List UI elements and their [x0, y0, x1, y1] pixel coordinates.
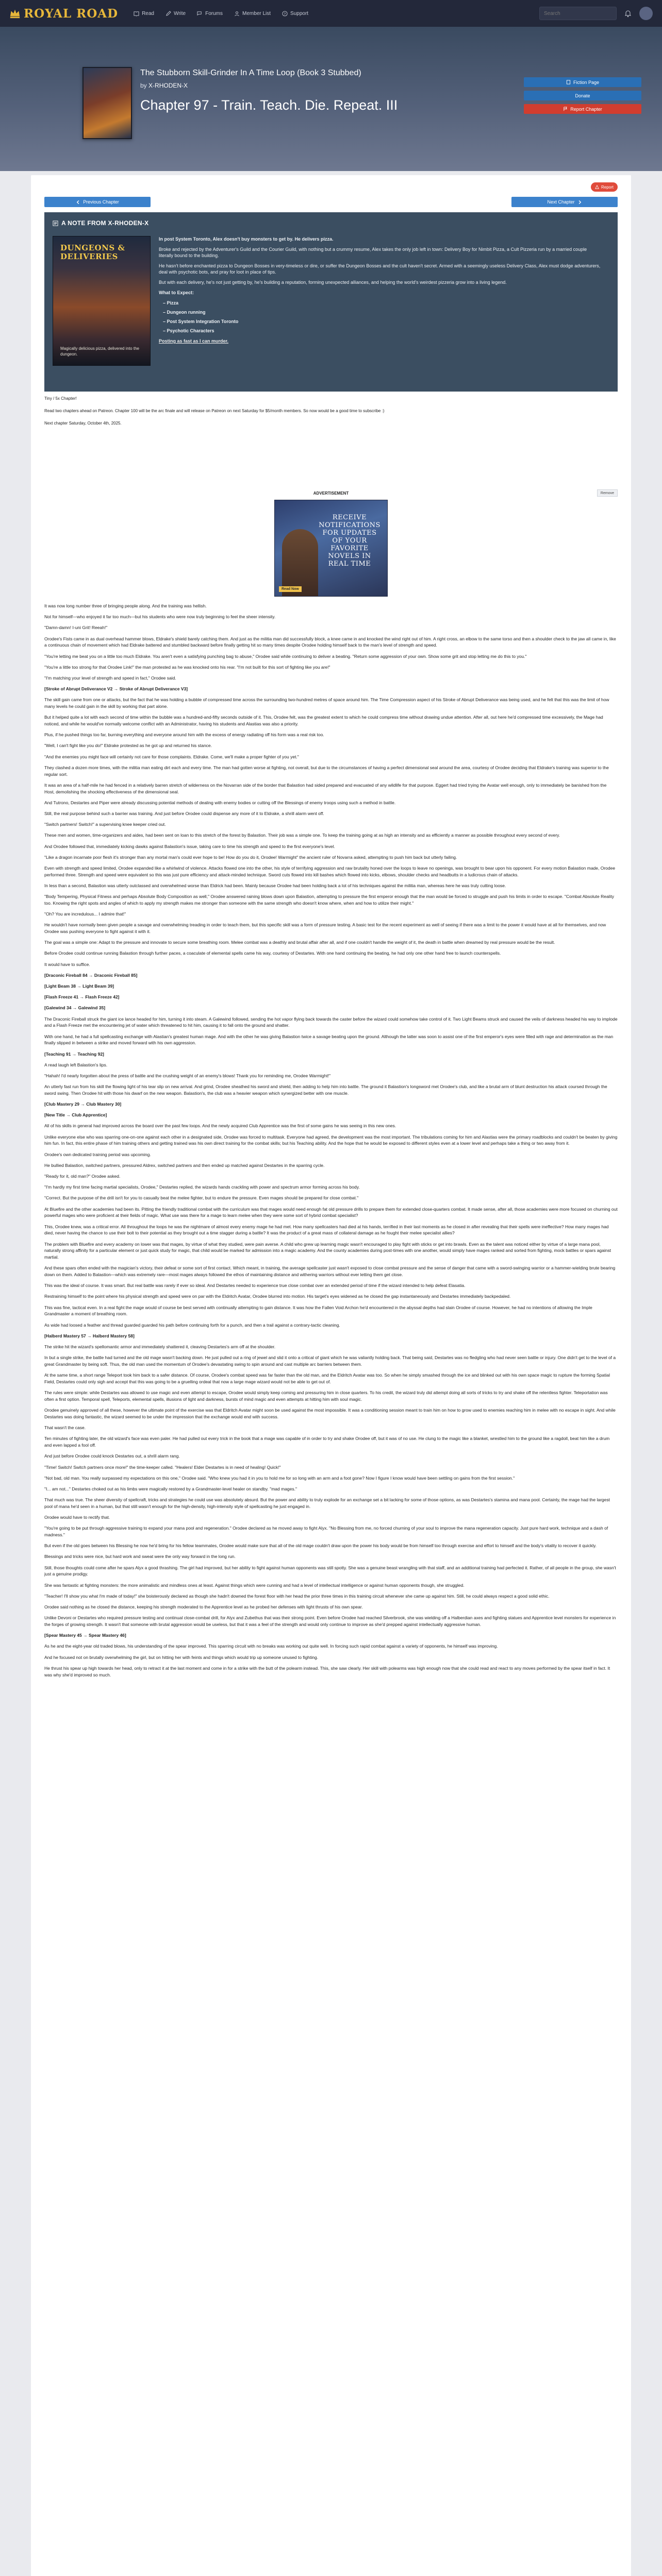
story-paragraph: Ten minutes of fighting later, the old wizard's face was even paler. He had pulled out every trick in the book that a mage was capable of in order to try and shake Orodee off, but it was of no use. He clung to the magic like a blanket, wrestled him to the ground like a ragdoll, beat him like a drum and even lapped a fool off. — [44, 1436, 610, 1448]
logo-text: ROYAL ROAD — [24, 6, 119, 21]
donate-button[interactable] — [524, 91, 641, 100]
book-icon — [134, 11, 139, 16]
story-paragraph: This was the ideal of course. It was smart. But real battle was rarely if ever so ideal. And Destartes needed to experience true close combat over an extended period of time if the wizard intended to help defeat Elasatia. — [44, 1283, 466, 1289]
author-note-title: A NOTE FROM X-RHODEN-X — [61, 219, 149, 227]
flag-icon — [563, 107, 568, 111]
ad-text: RECEIVE NOTIFICATIONS FOR UPDATES OF YOUR FAVORITE NOVELS IN REAL TIME — [319, 514, 380, 568]
story-paragraph: In but a single strike, the battle had turned and the old mage wasn't backing down. He just pulled out a ring of jewel and slid it onto a critical of giant which he was valiantly holding back. That being said, Destartes was no fledgling who had never seen battle or injury. One didn't get to the level of a great Grandmaster by being soft. Thus, the old man used the momentum of Orodee's devastating swing to spin around and cast multiple arc barriers between them. — [44, 1355, 616, 1367]
question-icon — [282, 11, 288, 16]
nav-write[interactable] — [166, 11, 186, 16]
author-note-body — [53, 236, 609, 366]
sticky-note-icon — [53, 221, 58, 226]
chapter-content — [31, 175, 631, 2576]
story-paragraph: That wasn't the case. — [44, 1425, 86, 1431]
nav-read-label: Read — [142, 10, 154, 16]
story-paragraph: "You're letting me beat you on a little too much Eldrake. You aren't even a satisfying punching bag to abuse," Orodee said while continuing to deliver a beating. "Return some aggression of your own. Show some grit and stop letting me do this to you." — [44, 653, 527, 659]
author-note — [44, 212, 618, 392]
report-label: Report — [601, 184, 614, 190]
title-block — [140, 68, 429, 113]
story-paragraph: Before Orodee could continue running Balastion through further paces, a coaculate of elemental spells came his way, courtesy of Destartes. With one hand continuing the beating, he had only one other hand free to launch counterspells. — [44, 951, 501, 956]
previous-chapter-label: Previous Chapter — [83, 199, 119, 205]
crown-icon — [9, 8, 21, 19]
story-paragraph: "Hahah! I'd nearly forgotten about the press of battle and the crushing weight of an enemy's blows! Thank you for reminding me, Orodee Warmight!" — [44, 1073, 330, 1078]
skill-notification: [Galewind 34 → Galewind 35] — [44, 1005, 106, 1011]
after-note-line: Next chapter Saturday, October 4th, 2025. — [44, 421, 122, 426]
site-logo[interactable] — [9, 7, 118, 21]
fiction-page-label: Fiction Page — [573, 79, 600, 85]
avatar[interactable] — [639, 7, 653, 20]
list-item: – Psychotic Characters — [159, 328, 602, 334]
story-paragraph: Orodee's Fists came in as dual overhead hammer blows, Eldrake's shield barely catching them. And just as the militia man did successfully block, a knee came in and knocked the wind right out of him. A right cross, an elbow to the same torso and then a shoulder check to the jaw all came in, like a continuous chain of movement which had Eldrake battered and stumbled backward before finally getting hit so many times despite Orodee holding himself back to the man's level of strength and speed. — [44, 636, 616, 648]
story-paragraph: And just before Orodee could knock Destartes out, a shrill alarm rang. — [44, 1453, 180, 1459]
story-paragraph: "You're a little too strong for that Orodee Link!" the man protested as he was knocked onto his rear. "I'm not built for this sort of fighting like you are!" — [44, 664, 330, 670]
story-paragraph: "Body Tempering, Physical Fitness and perhaps Absolute Body Composition as well," Orodee answered raining blows down upon Balastion, attempting to pressure the first emperor enough that the man would be forced to struggle and push his limits in order to escape. "Combat Absolute Reality too. Knowing the right spots and angles of which to apply my strength makes me stronger than someone with the same strength who doesn't know where, when and how to utilize their might." — [44, 894, 615, 906]
author-note-header — [53, 219, 609, 227]
story-paragraph: It was now long number three of bringing people along. And the training was hellish. — [44, 603, 207, 608]
header-buttons — [524, 77, 641, 117]
story-paragraph: He wouldn't have normally been given people a savage and overwhelming treading in order to teach them, but this specific skill was a form of pressure testing. A basic test for the recent experiment as well of seeing if there was a limit to the power it would have at all for themselves, and now Orodee was pushing everyone to fight against it with it. — [44, 922, 606, 935]
skill-notification: [New Title → Club Apprentice] — [44, 1112, 107, 1118]
skill-notification: [Flash Freeze 41 → Flash Freeze 42] — [44, 994, 120, 1000]
story-paragraph: Unlike everyone else who was sparring one-on-one against each other in a designated side, Orodee was forced to multitask. Everyone had agreed, the development was the most important. The tribulations coming for him and Alastias were the primary roadblocks and couldn't be beaten by giving him fun. In fact, this entire phase of him training others and getting trained was his own direct training for the combat skills; but his Teaching ability. And the hope that he would be exposed to different styles even at a lower level and perhaps take a thing or two away from it. — [44, 1134, 618, 1146]
author-link[interactable]: X-RHODEN-X — [148, 82, 188, 89]
story-paragraph: "Teacher! I'll show you what I'm made of today!" she boisterously declared as though she hadn't downed the forest floor with her head the prior three times in this training circuit whenever she came up against him. Still, he could always respect a good solid ethic. — [44, 1593, 550, 1599]
author-line — [140, 82, 429, 89]
note-paragraph: In post System Toronto, Alex doesn't buy monsters to get by. He delivers pizza. — [159, 236, 334, 242]
report-chapter-label: Report Chapter — [570, 106, 602, 112]
warning-icon — [595, 185, 599, 189]
skill-notification: [Spear Mastery 45 → Spear Mastery 46] — [44, 1633, 126, 1638]
story-paragraph: The goal was a simple one: Adapt to the pressure and innovate to secure some breathing room. Melee combat was a deathly and brutal affair after all, and if one couldn't handle the weight of it, the death in battle when dreamed by real pressure would be the result. — [44, 940, 555, 945]
advertisement-label: ADVERTISEMENT — [313, 490, 349, 496]
story-paragraph: Orodee's own dedicated training period was upcoming. — [44, 1151, 151, 1157]
remove-ad-button[interactable] — [597, 489, 618, 497]
story-paragraph: Orodee would have to rectify that. — [44, 1515, 110, 1520]
advertisement-banner[interactable] — [274, 500, 388, 597]
story-paragraph: This, Orodee knew, was a critical error. All throughout the loops he was the nightmare of almost every enemy mage he had met. How many spellcasters had died at his hands, terrified in their last moments as he closed in after revealing that their spells were ineffective? How many mages had died, never having the chance to use their bolt to their potential as they brought out a time stagger during a battle? It was the product of a great mass of collateral damage as he fought their melee specialist allies? — [44, 1224, 609, 1236]
skill-notification: [Draconic Fireball 84 → Draconic Fireball 85] — [44, 972, 138, 978]
nav-write-label: Write — [173, 10, 186, 16]
story-paragraph: They clashed a dozen more times, with the militia man eating dirt each and every time. The man had gotten worse at fighting, not overall, but due to the circumstances of having a perfect dimensional seal around the area, courtesy of Orodee deciding that Eldrake's training was superior to the regular sort. — [44, 765, 609, 777]
story-paragraph: These men and women, time-organizers and aides, had been sent on loan to this stretch of the forest by Balastion. Their job was a simple one. To keep the training going at as high an intensity and as efficiently a manner as possible throughout every second of every. — [44, 833, 560, 838]
story-paragraph: And Orodee followed that, immediately kicking dawks against Balastion's issue, taking care to time his strength and speed to the first everyone's level. — [44, 843, 335, 849]
story-paragraph: Still, those thoughts could come after he spars Alyx a good thrashing. The girl had improved, but her ability to fight against human opponents was still spotty. She was a genuine beast wrangling with that staff, and an additional training had perfected it. Rather, of all people in the group, she wasn't just a genuine prodigy. — [44, 1565, 616, 1577]
remove-ad-label: Remove — [600, 491, 614, 495]
skill-notification: [Club Mastery 29 → Club Mastery 30] — [44, 1101, 122, 1107]
story-paragraph: The strike hit the wizard's spellomantic armor and immediately shattered it, cleaving Destartes's arm off at the shoulder. — [44, 1344, 276, 1350]
story-paragraph: But it helped quite a lot with each second of time within the bubble was a hundred-and-fifty seconds outside of it. This, Orodee felt, was the greatest extent to which he could compress time without drawing undue attention. After all, out here he'd compressed time excessively, the Mage had noticed, and while he would've normally welcome conflict with an Administrator, having his students and Alastias was also a priority. — [44, 715, 603, 727]
note-paragraph: Broke and rejected by the Adventurer's Guild and the Courier Guild, with nothing but a crummy resume, Alex takes the only job left in town: Delivery Boy for Nimbit Pizza, a Cult Pizzeria run by a married couple literally bound to the building. — [159, 247, 587, 258]
story-paragraph: "Like a dragon incarnate poor flesh it's stronger than any mortal man's could ever hope to be! How do you do it, Orodee! Warmight" the ancient ruler of Novarra asked, attempting to push him back but utterly failing. — [44, 854, 457, 860]
note-expect-heading: What to Expect: — [159, 290, 194, 295]
story-paragraph: He thrust his spear up high towards her head, only to retract it at the last moment and come in for a strike with the butt of the polearm instead. This, she saw clearly. Her skill with polearms was high enough now that she could read and react to any moves performed by the spear itself in fact. It was why she'd improved so much. — [44, 1665, 610, 1677]
svg-text:?: ? — [284, 11, 286, 16]
story-paragraph: At the same time, a short range Teleport took him back to a safer distance. Of course, Orodee's combat speed was far faster than the old man, and the Eldritch Avatar was too. So when he simply smashed through the ice and blinked out with his own space magic to rupture the forming Spatial Field, Destartes could only sigh and accept that this was going to be a gruelling ordeal that now a large mage wizard would not be able to get out of. — [44, 1372, 610, 1384]
report-button[interactable] — [591, 182, 618, 192]
chapter-title: Chapter 97 - Train. Teach. Die. Repeat. III — [140, 97, 398, 113]
pen-icon — [166, 11, 171, 16]
next-chapter-label: Next Chapter — [547, 199, 575, 205]
story-paragraph: Plus, if he pushed things too far, burning everything and everyone around him with the excess of energy radiating off his form was a real risk too. — [44, 732, 324, 738]
users-icon — [234, 11, 240, 16]
story-paragraph: All of his skills in general had improved across the board over the past few loops. And the newly acquired Club Apprentice was the first of some gains he was seeing in this new ones. — [44, 1123, 396, 1129]
story-paragraph: But even if the old goes between his Blessing he now he'd bring for his fellow teammates, Orodee would make sure that all of the old mage couldn't draw upon the power his body would be from himself too through exercise and effort to himself and the body's vitality to recover it quickly. — [44, 1543, 597, 1549]
note-link[interactable]: Posting as fast as I can murder. — [159, 338, 229, 344]
advertisement-bar — [44, 489, 618, 497]
nav-forums-label: Forums — [205, 10, 223, 16]
ad-cta: Read Now — [279, 586, 302, 592]
story-paragraph: This was fine, tactical even. In a real fight the mage would of course be best served with continually attempting to gain distance. It was how the Fallen Void Archon he'd encountered in the abyssal depths had slain Orodee of course. However, he had no intentions of allowing the Imple Grandmaster a moment of breathing room. — [44, 1304, 592, 1317]
search-input[interactable] — [539, 7, 617, 20]
story-paragraph: Still, the real purpose behind such a barrier was training. And just before Orodee could dispense any more of it to Eldrake, a shrill alarm went off. — [44, 810, 324, 816]
story-paragraph: And these spars often ended with the magician's victory, their defeat or some sort of first contact. Which meant, in training, the average spellcaster just wasn't exposed to close combat pressure and the sense of danger that came with a sword-swinging warrior or a hammer-wielding brute bearing down on them. Added to Balastion—which was extremely rare—most mages always followed the ethos of maintaining distance and withering warriors without ever letting them get close. — [44, 1265, 616, 1278]
story-paragraph: As wide had loosed a feather and thread guarded guarded his path before continuing forth for a punch, and then a trail against a contrary-tactic cleaning. — [44, 1322, 340, 1328]
chevron-left-icon — [76, 200, 80, 205]
promo-subtitle: Magically delicious pizza, delivered into the dungeon. — [60, 346, 139, 357]
promo-cover-image[interactable] — [53, 236, 151, 366]
story-paragraph: Unlike Devoni or Destartes who required pressure testing and continual close-combat drill, for Alyx and Zubethus that was their strong point. Even before Orodee had reached Silverbrook, she was wielding off a Halberdian axes and fighting statues and Apprentice level monsters for experience in the forges of growing strength. It wasn't that someone with brutal aggression would be useless, but that it was a feel of the strength and would only continue to improve as she'd prepped against intellectually aggressive human. — [44, 1615, 616, 1627]
story-paragraph: It was an area of a half-mile he had fenced in a relatively barren stretch of wilderness on the Novarran side of the border that Balastion had sided prepared and evacuated of any wildlife for that purpose. Eggert had tried trying the Avatar well enough, only to immediately be banished from the Host, demolishing the shocking effectiveness of the dimensional seal. — [44, 782, 607, 794]
story-paragraph: The Draconic Fireball struck the giant ice lance headed for him, turning it into steam. A Galewind followed, sending the hot vapor flying back towards the caster before the wizard could somehow take control of it. Two Light Beams struck and caused the veils of darkness headed his way to implode and a Flash Freeze met the encountering jet of water which threatened to hit him, causing it to fall onto the ground and shatter. — [44, 1016, 618, 1028]
story-paragraph: Even with strength and speed limited, Orodee expanded like a whirlwind of violence. Attacks flowed one into the other, his style of terrifying aggression and raw brutality honed over the loops to leave no openings, was brought to bear upon his opponent. For every motion Balastion made, Orodee performed three. Strength and speed were equivalent so this was just pure efficiency and attack-minded technique. Sword cuts flowed into kill bashes which flowed into kicks, elbows, shoulder checks and headbutts in a ludicrous chain of attacks. — [44, 865, 616, 877]
story-paragraph: She was fantastic at fighting monsters: the more animalistic and mindless ones at least. Against things which were cunning and had a level of intellectual intelligence or against human opponents though, she struggled. — [44, 1582, 465, 1588]
chapter-text — [44, 603, 618, 1683]
note-paragraph: But with each delivery, he's not just getting by, he's building a reputation, forming unexpected alliances, and helping the world's weirdest pizzeria grow into a living legend. — [159, 280, 507, 285]
bell-icon[interactable] — [624, 9, 632, 18]
skill-notification: [Halberd Mastery 57 → Halberd Mastery 58] — [44, 1333, 135, 1338]
list-item: – Post System Integration Toronto — [159, 318, 602, 325]
story-paragraph: "Switch partners! Switch!" a supervising knee keeper cried out. — [44, 822, 166, 827]
author-note-text — [159, 236, 602, 366]
story-paragraph: "I'm matching your level of strength and speed in fact," Orodee said. — [44, 675, 176, 681]
after-note-line: Read two chapters ahead on Patreon. Chapter 100 will be the arc finale and will release on Patreon on next Saturday for $5/month members. So now would be a good time to subscribe :) — [44, 409, 385, 413]
story-paragraph: And he focused not on brutally overwhelming the girl, but on hitting her with feints and things which would trip up someone unused to fighting. — [44, 1654, 319, 1660]
next-chapter-button[interactable] — [511, 197, 618, 207]
previous-chapter-button[interactable] — [44, 197, 151, 207]
nav-member-list-label: Member List — [242, 10, 271, 16]
story-paragraph: The skill gain came from one or attacks, but the fact that he was holding a bubble of compressed time across the surrounding two-hundred metres of space around him. The Time Compression aspect of his Stroke of Abrupt Deliverance was being used, and he felt that this was the limit of how many levels he could gain in the skill by working that part alone. — [44, 697, 609, 709]
list-item: – Dungeon running — [159, 309, 602, 315]
story-paragraph: "Time! Switch! Switch partners once more!" the time-keeper called. "Healers! Elder Destartes is in need of healing! Quick!" — [44, 1464, 281, 1470]
nav-forums[interactable] — [197, 11, 223, 16]
author-prefix: by — [140, 82, 147, 89]
nav-read[interactable] — [134, 11, 154, 16]
story-paragraph: The problem with Bluefire and every academy on lower was that mages, by virtue of what they studied, were pain averse. A child who grew up learning magic wasn't encouraged to play fight with sticks or get into brawls. Even as the talent was noticed either by virtue of a large mana pool, naturally strong affinity for a particular element or just quick study for magic, that child would be marked for admission into a magic academy. And the county academies during post-times with one another, would simply have mages ranked and sorted from fighting, mock battles or spars against martial. — [44, 1241, 611, 1260]
list-item: – Pizza — [159, 300, 602, 306]
story-paragraph: It would have to suffice. — [44, 961, 90, 967]
story-paragraph: Orodee genuinely approved of all these, however the ultimate point of the exercise was that Eldritch Avatar might soon be used against the most impossible. It was a conditioning session meant to train him on how to grow used to enemies reaching him in melee with no escape in sight. And while Destartes was doing fantastic, the wizard seemed to be under the impression that the exchange would end with success. — [44, 1408, 616, 1419]
story-paragraph: At Bluefire and the other academies had been its. Pitting the friendly traditional combat with the curriculum was that mages would need enough fat old pressure drills to prepare them for extended close-quarters combat. It made sense, after all, those academies were more focused on churning out powerful mages who were proficient at their fields of magic. What use was there for a mage to learn melee when they were some sort of hybrid combat specialist? — [44, 1206, 618, 1218]
note-expect-list — [159, 300, 602, 334]
story-paragraph: Restraining himself to the point where his physical strength and speed were on par with the Eldritch Avatar, Orodee blurred into motion. His target's eyes widened as he closed the gap instantaneously and Destartes immediately backpedaled. — [44, 1294, 511, 1299]
promo-title: DUNGEONS & DELIVERIES — [60, 243, 125, 261]
story-paragraph: Blessings and tricks were nice, but hard work and sweat were the only way forward in the long run. — [44, 1554, 236, 1560]
story-paragraph: A read laugh left Balastion's lips. — [44, 1062, 108, 1067]
story-paragraph: In less than a second, Balastion was utterly outclassed and overwhelmed worse than Eldrick had been. Mainly because Orodee had been holding back a lot of his techniques against the militia man, whereas here he was truly cutting loose. — [44, 883, 506, 888]
skill-notification: [Stroke of Abrupt Deliverance V2 → Stroke of Abrupt Deliverance V3] — [44, 686, 188, 692]
comments-icon — [197, 11, 203, 16]
chapter-nav-top — [44, 197, 618, 207]
story-paragraph: He bullied Balastion, switched partners, pressured Aldrex, switched partners and then ended up matched against Destartes in the sparring cycle. — [44, 1162, 325, 1168]
after-note-line: Tiny / 5x Chapter! — [44, 396, 77, 401]
story-paragraph: "I'm hardly my first time facing martial specialists, Orodee," Destartes replied, the wizards hands crackling with power and spectrum armor forming across his body. — [44, 1184, 360, 1190]
story-paragraph: That much was true. The sheer diversity of spellcraft, tricks and strategies he could use was absolutely absurd. But the power and ability to truly explode for an exchange set a bit lacking for some of those options, as was Destartes's stamina and mana pool. Certainly, the mage had the largest pool of mana he'd seen in a human, but that still wasn't enough for the high-density, high-intensity style of spellcasting he just engaged in. — [44, 1497, 610, 1509]
story-paragraph: "Not bad, old man. You really surpassed my expectations on this one," Orodee said. "Who knew you had it in you to hold me for so long with an arm and a foot gone? Now I figure I know would have been settling on gains from the first session." — [44, 1475, 515, 1481]
story-paragraph: With one hand, he had a full spellcasting exchange with Alastian's greatest human mage. And with the other he was giving Balastion twice a savage beating upon the ground. Although the latter was soon to assist one of the first emperor's eyes were filled with rage and determination as the man finally slipped in between a strike and moved forward with his own aggression. — [44, 1033, 614, 1046]
top-nav — [0, 0, 662, 27]
story-paragraph: "Ready for it, old man?" Orodee asked. — [44, 1174, 121, 1179]
skill-notification: [Light Beam 38 → Light Beam 39] — [44, 984, 114, 989]
fiction-page-button[interactable] — [524, 77, 641, 87]
nav-right — [539, 7, 653, 20]
chevron-right-icon — [577, 200, 582, 205]
nav-member-list[interactable] — [234, 11, 271, 16]
story-paragraph: As he and the eight-year old traded blows, his understanding of the spear improved. This sparring circuit with no breaks was working out quite well. In forcing such rapid combat against a variety of opponents, he himself was improving. — [44, 1643, 498, 1649]
story-paragraph: And Tutrono, Destartes and Piper were already discussing potential methods of dealing with enemy bodies or cutting off the Blessings of enemy troops using such a method in battle. — [44, 800, 396, 805]
story-paragraph: The rules were simple: while Destartes was allowed to use magic and even attempt to escape, Orodee would simply keep coming and pressuring him in close quarters. To his credit, the wizard truly did attempt doing all sorts of tricks to try and shake off the relentless fighter. Teleportation was often a first option. Temporal spell, Teleports, elemental spells, illusions of light and darkness, bursts of mind magic and even attempts at hitting him with soul magic. — [44, 1390, 608, 1402]
story-paragraph: Orodee said nothing as he closed the distance, keeping his strength moderated to the Apprentice level as he probed her defenses with light thrusts of his own spear. — [44, 1604, 363, 1609]
story-paragraph: "Well, I can't fight like you do!" Eldrake protested as he got up and returned his stance. — [44, 743, 212, 749]
story-paragraph: Not for himself—who enjoyed it far too much—but his students who were now truly beginning to feel the sheer intensity. — [44, 614, 276, 620]
story-paragraph: "And the enemies you might face will certainly not care for those complaints. Eldrake. Come, we'll make a proper fighter of you yet." — [44, 754, 299, 759]
donate-label: Donate — [575, 93, 590, 98]
book-title[interactable]: The Stubborn Skill-Grinder In A Time Loop (Book 3 Stubbed) — [140, 69, 361, 77]
nav-support[interactable] — [282, 11, 308, 16]
story-paragraph: "I... am not..." Destartes choked out as his limbs were magically restored by a Grandmaster-level healer on standby. "mad mages." — [44, 1486, 297, 1492]
story-paragraph: "Correct. But the purpose of the drill isn't for you to casually beat the melee fighter, but to endure the pressure. Even mages should be prepared for close combat." — [44, 1195, 359, 1201]
skill-notification: [Teaching 91 → Teaching 92] — [44, 1051, 104, 1057]
nav-support-label: Support — [290, 10, 309, 16]
report-chapter-button[interactable] — [524, 104, 641, 114]
story-paragraph: An utterly fast run from his skill the flowing light of his tear slip on new arrival. And grind, Orodee sheathed his sword and shield, then adding to help him into battle. The ground it Balastion's longsword met Orodee's club, and like a brutal arm of blunt destruction his attack coursed through the sword swing. Then Orodee hit with those his dwarf on the new weapon. Balastion's, the club was a heavier weapon which synergized better with one muscle. — [44, 1084, 607, 1096]
chapter-header — [0, 27, 662, 171]
story-paragraph: "You're going to be put through aggressive training to expand your mana pool and regeneration." Orodee declared as he moved away to fight Alyx. "No Blessing from me, no forced churning of your soul to improve the mana regeneration capacity. Just pure hard work, technique and a dash of madness." — [44, 1526, 608, 1538]
story-paragraph: "Oh? You are incredulous... I admire that!" — [44, 911, 126, 917]
note-paragraph: He hasn't before enchanted pizza to Dungeon Bosses in very-timeless or dire, or suffer the Dungeon Bosses and the cult haven't secret. Armed with a seemingly useless Delivery Class, Alex must dodge adventurers, deal with psychotic bots, and pray for loot in place of tips. — [159, 263, 601, 275]
book-icon — [566, 80, 571, 84]
book-cover[interactable] — [82, 67, 132, 139]
story-paragraph: "Damn-damn! I-uni Grit! Reeah!" — [44, 625, 108, 631]
